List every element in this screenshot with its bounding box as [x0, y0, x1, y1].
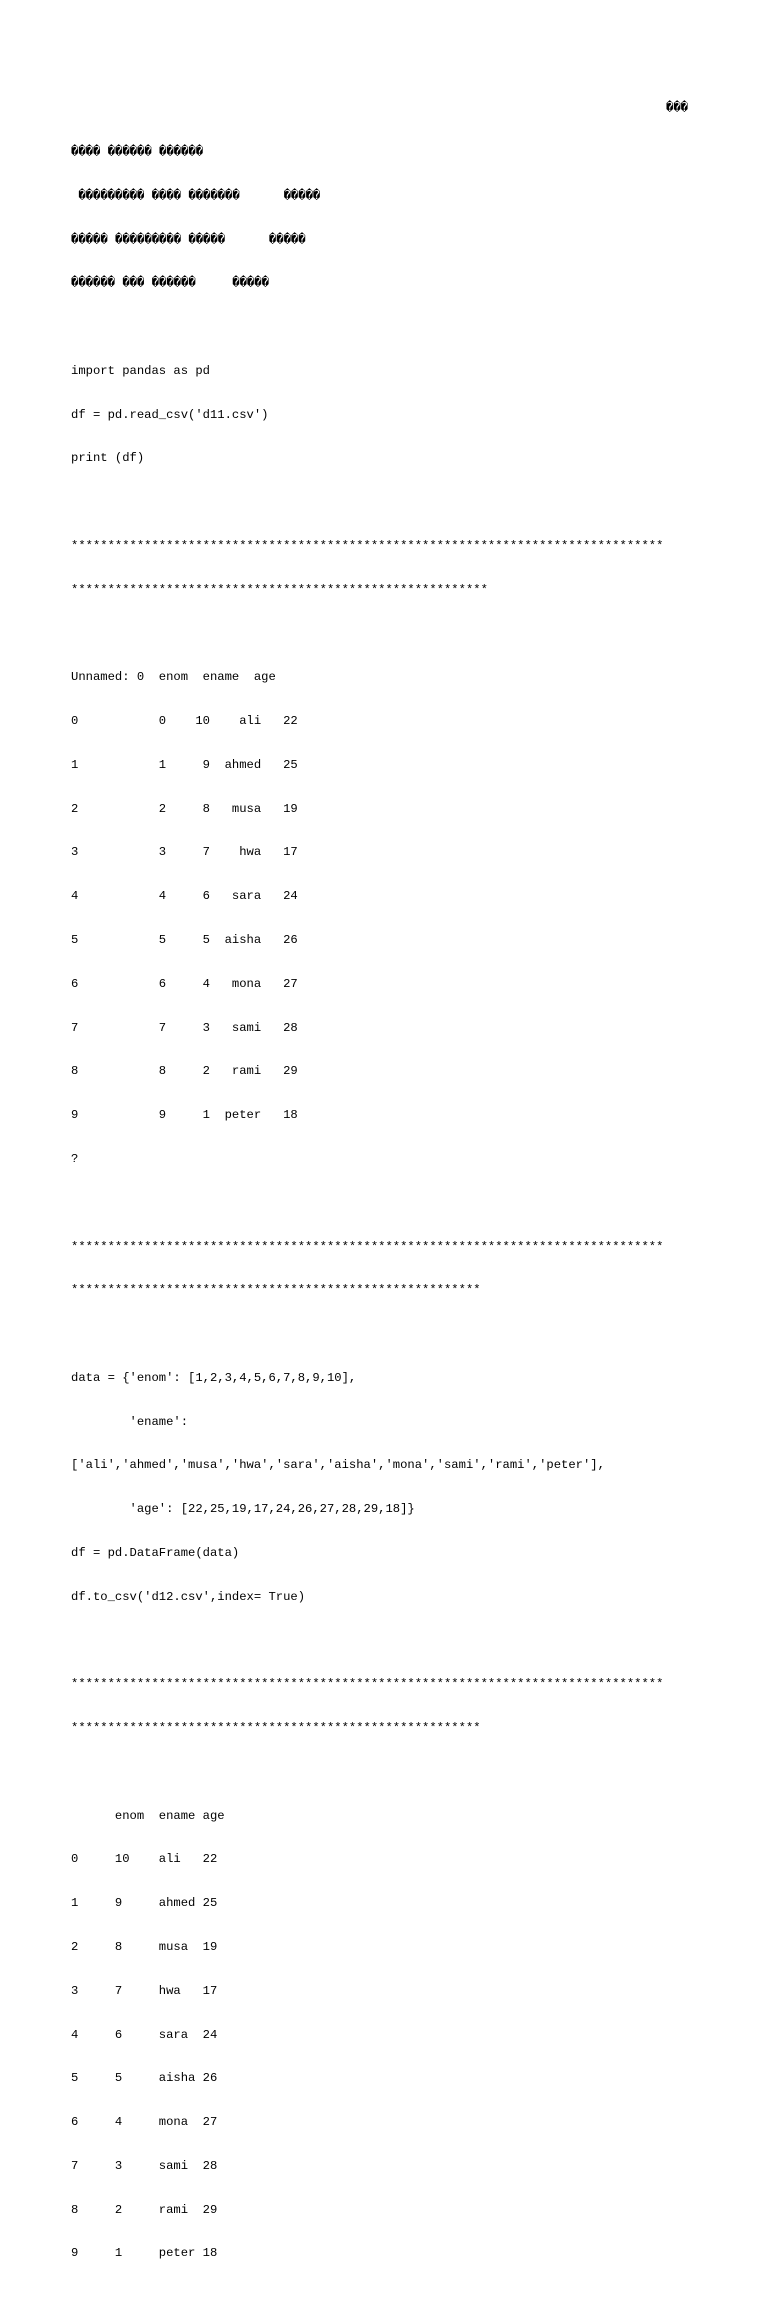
output-row: 9 9 1 peter 18 — [71, 1108, 298, 1123]
code-line: import pandas as pd — [71, 363, 210, 378]
output-header: enom ename age — [71, 1808, 225, 1823]
separator-short: ******************************************************** — [71, 1283, 481, 1298]
output-row: 3 3 7 hwa 17 — [71, 845, 298, 860]
output-table-1 — [71, 641, 688, 1196]
output-row: 0 0 10 ali 22 — [71, 714, 298, 729]
output-row: 7 7 3 sami 28 — [71, 1020, 298, 1035]
header-line-4: ������ ��� ������ ����� — [71, 276, 269, 291]
output-row: 4 6 sara 24 — [71, 2027, 218, 2042]
output-table-2 — [71, 1779, 688, 2290]
output-row: 1 9 ahmed 25 — [71, 1896, 218, 1911]
header-line-2: ��������� ���� ������� ����� — [71, 188, 321, 203]
output-row: 9 1 peter 18 — [71, 2246, 218, 2261]
output-row: 3 7 hwa 17 — [71, 1983, 218, 1998]
output-row: 1 1 9 ahmed 25 — [71, 757, 298, 772]
code-line: df = pd.DataFrame(data) — [71, 1545, 240, 1560]
separator-short: ******************************************************** — [71, 1721, 481, 1736]
code-block-to-csv — [71, 1342, 688, 1634]
header-corner-text: ��� — [665, 101, 688, 116]
output-trailer: ? — [71, 1151, 79, 1166]
output-header: Unnamed: 0 enom ename age — [71, 670, 276, 685]
output-row: 6 4 mona 27 — [71, 2115, 218, 2130]
code-line: 'age': [22,25,19,17,24,26,27,28,29,18]} — [71, 1502, 415, 1517]
output-row: 8 2 rami 29 — [71, 2202, 218, 2217]
output-row: 8 8 2 rami 29 — [71, 1064, 298, 1079]
header-line-3: ����� ��������� ����� ����� — [71, 232, 306, 247]
document-body — [71, 72, 688, 2319]
code-line: ['ali','ahmed','musa','hwa','sara','aisha','mona','sami','rami','peter'], — [71, 1458, 605, 1473]
separator-long: ********************************************************************************* — [71, 539, 664, 553]
separator-long: ********************************************************************************* — [71, 1239, 664, 1254]
header-line-1: ���� ������ ������ — [71, 144, 204, 159]
code-line: 'ename': — [71, 1414, 189, 1429]
separator-short: ********************************************************* — [71, 582, 488, 597]
output-row: 5 5 5 aisha 26 — [71, 933, 298, 948]
output-row: 2 2 8 musa 19 — [71, 801, 298, 816]
output-row: 6 6 4 mona 27 — [71, 976, 298, 991]
code-line: df.to_csv('d12.csv',index= True) — [71, 1589, 306, 1604]
output-row: 0 10 ali 22 — [71, 1852, 218, 1867]
code-line: data = {'enom': [1,2,3,4,5,6,7,8,9,10], — [71, 1370, 357, 1385]
output-row: 4 4 6 sara 24 — [71, 889, 298, 904]
code-line: print (df) — [71, 451, 145, 466]
output-row: 2 8 musa 19 — [71, 1940, 218, 1954]
separator-long: ********************************************************************************* — [71, 1677, 664, 1692]
output-row: 5 5 aisha 26 — [71, 2071, 218, 2086]
output-row: 7 3 sami 28 — [71, 2158, 218, 2173]
code-line: df = pd.read_csv('d11.csv') — [71, 407, 269, 422]
code-block-read-csv — [71, 335, 688, 496]
